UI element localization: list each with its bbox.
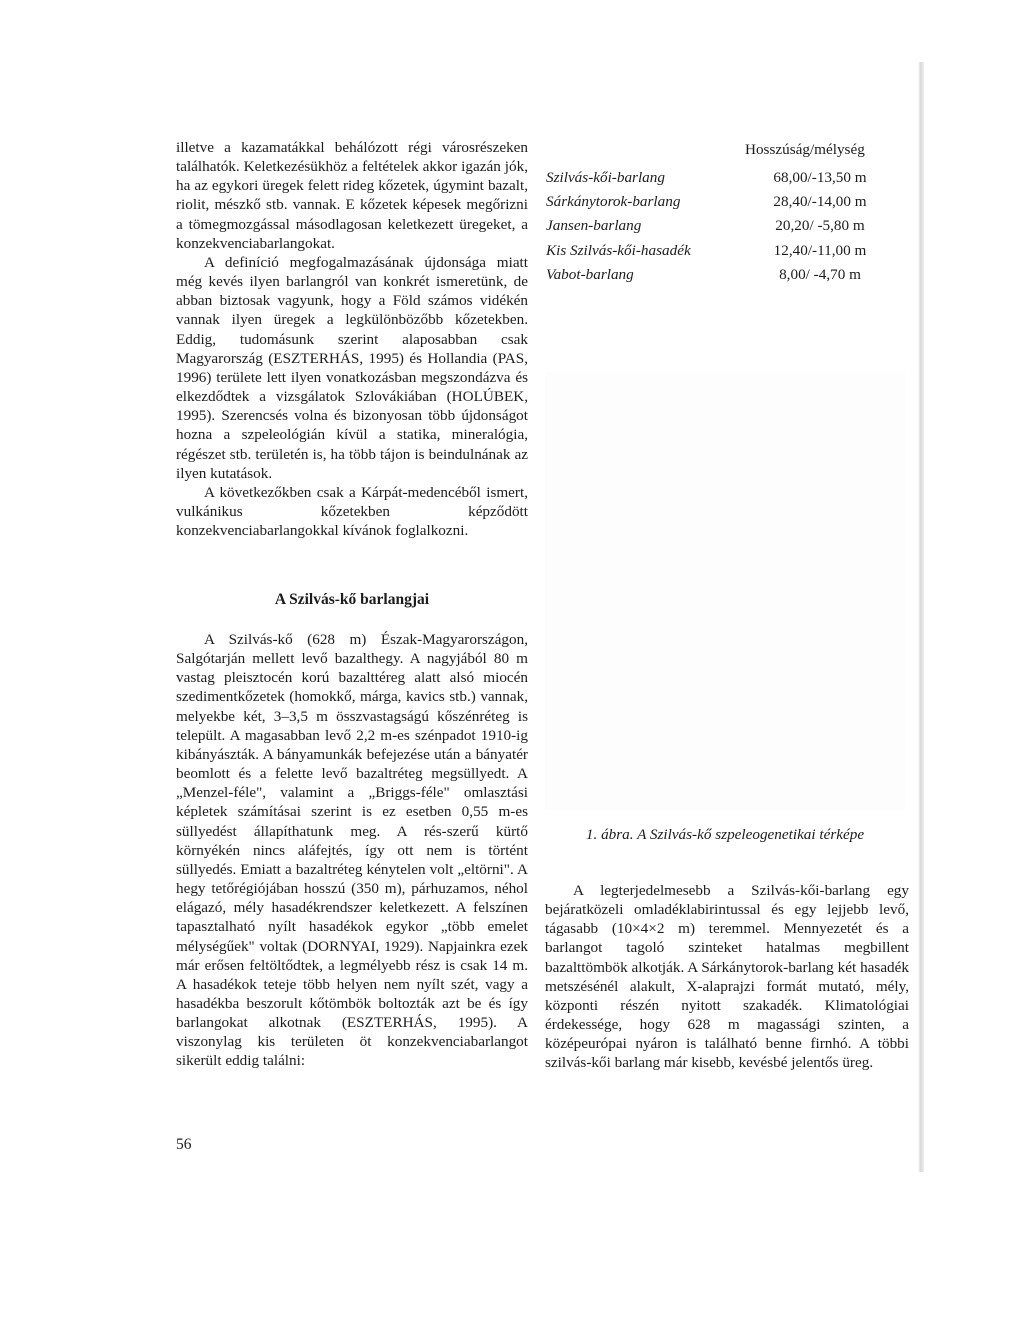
figure-caption: 1. ábra. A Szilvás-kő szpeleogenetikai térképe — [585, 826, 865, 843]
page-number: 56 — [176, 1136, 192, 1153]
page-edge-shadow — [918, 62, 924, 1172]
paragraph: A következőkben csak a Kárpát-medencéből ismert, vulkánikus kőzetekben képződött konzekvenciabarlangokkal kívánok foglalkozni. — [176, 483, 528, 540]
paragraph: A Szilvás-kő (628 m) Észak-Magyarországon, Salgótarján mellett levő bazalthegy. A nagyjából 80 m vastag pleisztocén korú bazalttéreg alatt alsó miocén szedimentkőzetek (homokkő, márga, kavics stb.) vannak, melyekbe két, 3–3,5 m összvastagságú kőszénréteg is települt. A magasabban levő 2,2 m-es szénpadot 1910-ig kibányászták. A bányamunkák befejezése után a bányatér beomlott és a felette levő bazaltréteg megsüllyedt. A „Menzel-féle", valamint a „Briggs-féle" omlasztási képletek számításai szerint is ez esetben 0,55 m-es süllyedést állapíthatunk meg. A rés-szerű kürtő környékén nincs aláfejtés, így ott nem is történt süllyedés. Emiatt a bazaltréteg kénytelen volt „eltörni". A hegy tetőrégiójában hosszú (350 m), párhuzamos, néhol elágazó, mély hasadékrendszer keletkezett. A felszínen tapasztalható nyílt hasadékok egykor „több emelet mélységűek" voltak (DORNYAI, 1929). Napjainkra ezek már erősen feltöltődtek, a legmélyebb rész is csak 14 m. A hasadékok teteje több helyen nem nyílt szét, vagy a hasadékba beszorult kőtömbök boltozták azt be és így barlangokat alkotnak (ESZTERHÁS, 1995). A viszonylag kis területen öt konzekvenciabarlangot sikerült eddig találni: — [176, 631, 528, 1070]
cave-value: 20,20/ -5,80 m — [775, 217, 865, 235]
table-row — [546, 214, 906, 238]
left-column-top — [176, 138, 528, 540]
paragraph: illetve a kazamatákkal behálózott régi városrészeken találhatók. Keletkezésükhöz a feltételek akkor igazán jók, ha az egykori üregek felett rideg kőzetek, úgymint bazalt, riolit, mészkő stb. vannak. E kőzetek képesek megőrizni a tömegmozgással másodlagosan keletkezett üregeket, a konzekvenciabarlangokat. — [176, 139, 528, 252]
table-row — [546, 190, 906, 214]
cave-value: 68,00/-13,50 m — [773, 169, 867, 187]
paragraph: A definíció megfogalmazásának újdonsága miatt még kevés ilyen barlangról van konkrét ismeretünk, de abban biztosak vagyunk, hogy a Föld számos vidékén vannak ilyen üregek a legkülönbözőbb kőzetekben. Eddig, tudomásunk szerint alaposabban csak Magyarország (ESZTERHÁS, 1995) és Hollandia (PAS, 1996) területe lett ilyen vonatkozásban megszondázva és elkezdődtek a vizsgálatok Szlovákiában (HOLÚBEK, 1995). Szerencsés volna és bizonyosan több újdonságot hozna a szpeleológián kívül a statika, mineralógia, régészet stb. területén is, ha több tájon is beindulnának az ilyen kutatások. — [176, 253, 528, 482]
cave-table-header: Hosszúság/mélység — [745, 141, 865, 158]
paragraph: A legterjedelmesebb a Szilvás-kői-barlang egy bejáratközeli omladéklabirintussal és egy lejjebb levő, tágasabb (10×4×2 m) teremmel. Mennyezetét és a barlangot tagoló szinteket hatalmas megbillent bazalttömbök alkotják. A Sárkánytorok-barlang két hasadék metszésénél alakult, X-alaprajzi formát mutató, mély, központi részén nyitott szakadék. Klimatológiai érdekessége, hogy 628 m magassági szinten, a középeurópai nyáron is található benne firnhó. A többi szilvás-kői barlang már kisebb, kevésbé jelentős üreg. — [545, 882, 909, 1072]
cave-name: Sárkánytorok-barlang — [546, 193, 681, 211]
cave-table — [546, 166, 906, 287]
cave-name: Vabot-barlang — [546, 265, 634, 283]
cave-value: 12,40/-11,00 m — [773, 241, 867, 259]
cave-name: Kis Szilvás-kői-hasadék — [546, 241, 691, 259]
cave-name: Jansen-barlang — [546, 217, 642, 235]
table-row — [546, 166, 906, 190]
cave-value: 28,40/-14,00 m — [773, 193, 867, 211]
cave-name: Szilvás-kői-barlang — [546, 169, 665, 187]
table-row — [546, 239, 906, 263]
map-figure — [545, 372, 905, 810]
section-title: A Szilvás-kő barlangjai — [274, 591, 430, 608]
table-row — [546, 263, 906, 287]
left-column-bottom — [176, 630, 528, 1071]
cave-value: 8,00/ -4,70 m — [779, 265, 861, 283]
right-column-bottom — [545, 881, 909, 1073]
